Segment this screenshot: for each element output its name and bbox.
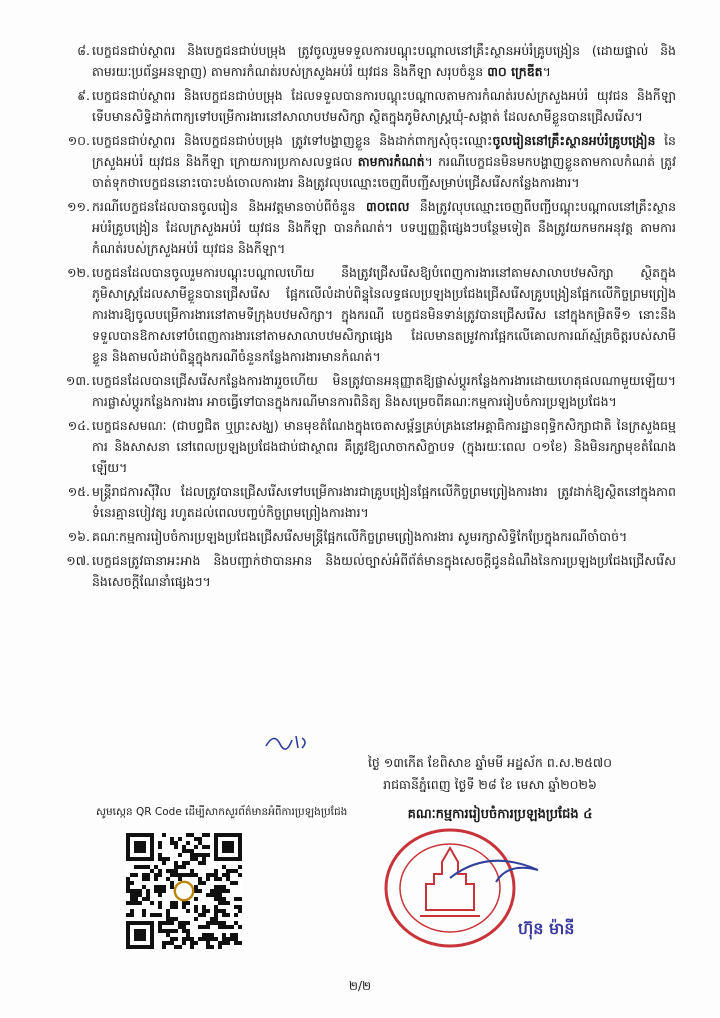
item-text: បេក្ខជនជាប់ស្ថាពរ និងបេក្ខជនជាប់បម្រុង ត្រូវទៅបង្ហាញខ្លួន និងដាក់ពាក្យសុំចុះឈ្មោះចូលរៀននៅគ្រឹះស្ថានអប់រំគ្រូបង្រៀន នៃក្រសួងអប់រំ យុវជន និងកីឡា ក្រោយការប្រកាសលទ្ធផល តាមការកំណត់។ ករណីបេក្ខជនមិនមកបង្ហាញខ្លួនតាមកាលកំណត់ ត្រូវចាត់ទុកថាបេក្ខជននោះបោះបង់ចោលការងារ និងត្រូវលុបឈ្មោះចេញពីបញ្ជីសម្រាប់ជ្រើសរើសកន្លែងការងារ។	[92, 133, 676, 190]
item-text: គណៈកម្មការរៀបចំការប្រឡងប្រជែងជ្រើសរើសមន្ត្រីផ្អែកលើកិច្ចព្រមព្រៀងការងារ សូមរក្សាសិទ្ធិកែប្រែក្នុងករណីចាំបាច់។	[92, 529, 628, 544]
page-number: ២/២	[348, 979, 372, 993]
date-lunar: ថ្ងៃ ១៣កើត ខែពិសាខ ឆ្នាំមមី អដ្ឋស័ក ព.ស.២៥៧០	[367, 755, 613, 770]
item-text: បេក្ខជនសមណៈ (ជាបព្វជិត ឬព្រះសង្ឃ) មានមុខតំណែងក្នុងចេតាសម្ព័ន្ធគ្រប់គ្រងនៅអគ្គាធិការដ្ឋានពុទ្ធិកសិក្សាជាតិ នៃក្រសួងធម្មការ និងសាសនា នៅពេលប្រឡងប្រជែងជាប់ជាស្ថាពរ គឺត្រូវឱ្យលាចាកសិក្ខាបទ (ក្នុងរយៈពេល ០១ខែ) និងមិនរក្សាមុខតំណែងឡើយ។	[92, 418, 676, 475]
item-text: ករណីបេក្ខជនដែលបានចូលរៀន និងអវត្តមានចាប់ពីចំនួន ៣០ពេល នឹងត្រូវលុបឈ្មោះចេញពីបញ្ជីបណ្តុះបណ្តាលនៅគ្រឹះស្ថានអប់រំគ្រូបង្រៀន ដែលក្រសួងអប់រំ យុវជន និងកីឡា បានកំណត់។ បទប្បញ្ញត្តិផ្សេងៗបន្ថែមទៀត នឹងត្រូវយកមកអនុវត្ត តាមការកំណត់របស់ក្រសួងអប់រំ យុវជន និងកីឡា។	[92, 199, 677, 256]
list-item	[48, 130, 676, 193]
qr-caption: សូមស្កេន QR Code ដើម្បីសាកសួរព័ត៌មានអំពីការប្រឡងប្រជែង	[96, 806, 348, 818]
list-item	[48, 196, 676, 259]
list-item	[48, 526, 676, 547]
handwritten-note	[262, 728, 312, 754]
official-seal	[378, 818, 558, 968]
list-item	[48, 415, 676, 478]
rules-list	[48, 40, 676, 595]
list-item	[48, 481, 676, 523]
item-text: បេក្ខជនជាប់ស្ថាពរ និងបេក្ខជនជាប់បម្រុង ត្រូវចូលរួមទទួលការបណ្តុះបណ្តាលនៅគ្រឹះស្ថានអប់រំគ្រូបង្រៀន (ដោយផ្ទាល់ និងតាមរយៈប្រព័ន្ធអនឡាញ) តាមការកំណត់របស់ក្រសួងអប់រំ យុវជន និងកីឡា សរុបចំនួន ៣០ ក្រេឌីត។	[92, 43, 676, 79]
item-number: ១៧.	[66, 553, 90, 568]
item-number: ១៦.	[67, 529, 90, 544]
item-text: បេក្ខជនត្រូវធានាអះអាង និងបញ្ជាក់ថាបានអាន និងយល់ច្បាស់អំពីព័ត៌មានក្នុងសេចក្តីជូនដំណឹងនៃការប្រឡងប្រជែងជ្រើសរើស និងសេចក្តីណែនាំផ្សេងៗ។	[92, 553, 676, 589]
item-number: ៨.	[77, 43, 90, 58]
item-number: ១៥.	[67, 484, 90, 499]
item-number: ១២.	[67, 265, 90, 280]
list-item	[48, 370, 676, 412]
date-solar: រាជធានីភ្នំពេញ ថ្ងៃទី ២៨ ខែ មេសា ឆ្នាំ២០២៦	[383, 777, 597, 792]
item-number: ១០.	[67, 133, 90, 148]
list-item	[48, 40, 676, 82]
item-number: ១៤.	[67, 418, 90, 433]
item-number: ១១.	[67, 199, 90, 214]
item-number: ៩.	[77, 88, 90, 103]
committee-title: គណៈកម្មការរៀបចំការប្រឡងប្រជែង ៤	[407, 807, 593, 822]
item-text: មន្ត្រីរាជការស៊ីវិល ដែលត្រូវបានជ្រើសរើសទៅបម្រើការងារជាគ្រូបង្រៀនផ្អែកលើកិច្ចព្រមព្រៀងការងារ ត្រូវដាក់ឱ្យស្ថិតនៅក្នុងភាពទំនេរគ្មានបៀវត្ស រហូតដល់ពេលបញ្ចប់កិច្ចព្រមព្រៀងការងារ។	[92, 484, 676, 520]
signature-name: ហ៊ុន ម៉ានី	[518, 919, 575, 938]
list-item	[48, 262, 676, 367]
list-item	[48, 85, 676, 127]
item-text: បេក្ខជនដែលបានជ្រើសរើសកន្លែងការងាររួចហើយ មិនត្រូវបានអនុញ្ញាតឱ្យផ្លាស់ប្តូរកន្លែងការងារដោយហេតុផលណាមួយឡើយ។ ការផ្លាស់ប្តូរកន្លែងការងារ អាចធ្វើទៅបានក្នុងករណីមានការពិនិត្យ និងសម្រេចពីគណៈកម្មការរៀបចំការប្រឡងប្រជែង។	[92, 373, 676, 409]
item-text: បេក្ខជនជាប់ស្ថាពរ និងបេក្ខជនជាប់បម្រុង ដែលទទួលបានការបណ្តុះបណ្តាលតាមការកំណត់របស់ក្រសួងអប់រំ យុវជន និងកីឡា ទើបមានសិទ្ធិដាក់ពាក្យទៅបម្រើការងារនៅសាលាបឋមសិក្សា ស្ថិតក្នុងភូមិសាស្ត្រឃុំ-សង្កាត់ ដែលសាមីខ្លួនបានជ្រើសរើស។	[92, 88, 676, 124]
item-number: ១៣.	[65, 373, 90, 388]
date-block	[300, 752, 680, 796]
qr-code[interactable]	[126, 833, 242, 949]
list-item	[48, 550, 676, 592]
item-text: បេក្ខជនដែលបានចូលរួមការបណ្តុះបណ្តាលហើយ នឹងត្រូវជ្រើសរើសឱ្យបំពេញការងារនៅតាមសាលាបឋមសិក្សា ស្ថិតក្នុងភូមិសាស្ត្រដែលសាមីខ្លួនបានជ្រើសរើស ផ្អែកលើលំដាប់ពិន្ទុនៃលទ្ធផលប្រឡងប្រជែងជ្រើសរើសគ្រូបង្រៀនផ្អែកលើកិច្ចព្រមព្រៀងការងារឱ្យចូលបម្រើការងារនៅតាមទីក្រុងបឋមសិក្សា។ ក្នុងករណី បេក្ខជនមិនទាន់ត្រូវបានជ្រើសរើស នៅក្នុងកម្រិតទី១ នោះនឹងទទួលបានឱកាសទៅបំពេញការងារនៅតាមសាលាបឋមសិក្សាផ្សេង ដែលមានតម្រូវការផ្អែកលើគោលការណ៍ស្ម័គ្រចិត្តរបស់សាមីខ្លួន និងតាមលំដាប់ពិន្ទុក្នុងករណីចំនួនកន្លែងការងារមានកំណត់។	[92, 265, 676, 364]
